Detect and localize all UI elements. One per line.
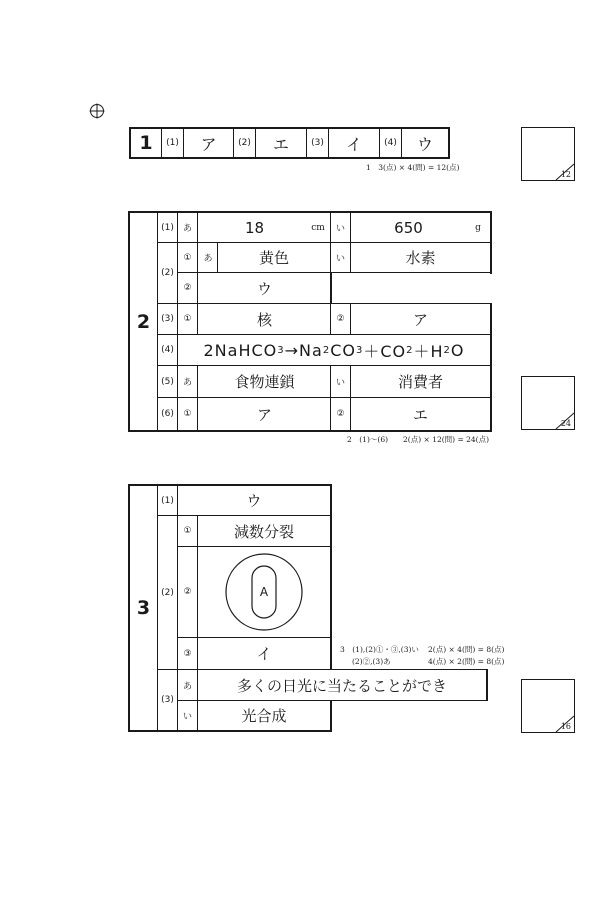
eq-lhs-sub: 3 xyxy=(277,344,285,356)
q1-answer-4: ウ xyxy=(416,134,433,154)
q2-2-c1-i-answer: 水素 xyxy=(405,249,436,267)
q3-2-c2: ② xyxy=(183,587,192,597)
q1-answer-1: ア xyxy=(184,129,234,157)
q3-total-points: 16 xyxy=(560,722,571,731)
q3-score-note-1a: 3 (1),(2)①・③,(3)い xyxy=(340,645,419,654)
q2-6-c1: ① xyxy=(178,398,198,430)
q2-score-note: 2 (1)〜(6) 2(点) × 12(問) = 24(点) xyxy=(347,435,490,444)
q2-5-a-mark: あ xyxy=(178,366,198,397)
q3-3-i-answer: 光合成 xyxy=(241,707,287,725)
q1-label-3: (3) xyxy=(307,129,329,157)
eq-na-sub: 2 xyxy=(322,344,331,356)
q3-3-i-mark: い xyxy=(182,712,192,722)
q2-5-i-answer: 消費者 xyxy=(397,373,443,391)
q3-2-c1-answer: 減数分裂 xyxy=(233,522,294,541)
q3-score-box xyxy=(521,679,575,733)
q3-3-a-answer: 多くの日光に当たることができ xyxy=(236,676,447,695)
q2-2-c1-a-mark: あ xyxy=(199,243,218,272)
q3-score-note-2b: 4(点) × 2(問) = 8(点) xyxy=(428,657,505,666)
q2-1-a-unit: cm xyxy=(311,222,325,233)
cell-diagram xyxy=(198,547,330,637)
q2-5-i-mark: い xyxy=(331,366,351,397)
q1-label-1: (1) xyxy=(162,129,184,157)
q3-2-c1: ① xyxy=(183,526,192,536)
q1-answer-2: エ xyxy=(256,129,307,157)
q1-score-box xyxy=(521,127,575,181)
q2-2-c1: ① xyxy=(178,243,198,272)
q2-3-c1-answer: 核 xyxy=(256,310,272,329)
q1-number: 1 xyxy=(131,129,162,157)
q1-label-2: (2) xyxy=(234,129,256,157)
q2-1-a-mark: あ xyxy=(178,213,198,242)
diagram-label-a: A xyxy=(259,585,269,599)
eq-plus-co2: ＋CO xyxy=(363,341,407,361)
q2-label-6: (6) xyxy=(161,409,174,419)
q2-label-4: (4) xyxy=(161,345,174,355)
eq-lhs: 2NaHCO xyxy=(203,340,278,360)
q3-3-a-mark: あ xyxy=(182,681,192,692)
eq-plus-h: ＋H xyxy=(413,341,444,361)
q1-score-note: 1 3(点) × 4(問) = 12(点) xyxy=(366,163,460,172)
q2-label-5: (5) xyxy=(161,376,174,387)
q3-label-2: (2) xyxy=(161,587,174,598)
q2-1-i-unit: g xyxy=(475,222,481,233)
q2-label-2: (2) xyxy=(161,268,174,278)
q3-answer-table xyxy=(128,484,488,732)
q2-1-i-value: 650 xyxy=(394,218,423,237)
q2-3-c2-answer: ア xyxy=(412,310,428,329)
q3-2-c3: ③ xyxy=(183,648,192,659)
q2-answer-table xyxy=(128,211,492,432)
q3-1-answer: ウ xyxy=(246,492,262,510)
q1-total-points: 12 xyxy=(560,170,571,179)
q3-2-c3-answer: イ xyxy=(256,645,272,663)
chemical-equation xyxy=(178,335,490,365)
q2-number: 2 xyxy=(136,310,151,333)
q2-1-a-value: 18 xyxy=(244,218,265,237)
q1-answer-row xyxy=(129,127,450,159)
q2-2-c2: ② xyxy=(178,273,198,303)
eq-arrow: →Na xyxy=(284,340,323,360)
q2-2-c1-a-answer: 黄色 xyxy=(258,249,289,267)
eq-co: CO xyxy=(330,340,356,360)
q2-2-c2-answer: ウ xyxy=(256,279,272,298)
eq-co2-sub: 2 xyxy=(406,344,414,356)
eq-o: O xyxy=(450,340,465,360)
q2-label-3: (3) xyxy=(161,314,174,324)
q3-score-note-1b: 2(点) × 4(問) = 8(点) xyxy=(428,645,505,654)
eq-co-sub: 3 xyxy=(355,344,364,356)
eq-h-sub: 2 xyxy=(443,344,451,356)
q2-label-1: (1) xyxy=(161,222,174,233)
q3-label-3: (3) xyxy=(161,695,174,705)
q2-3-c1: ① xyxy=(178,304,198,334)
q2-6-c1-answer: ア xyxy=(256,405,272,424)
q2-1-i-mark: い xyxy=(331,213,351,242)
q2-score-box xyxy=(521,376,575,430)
q2-5-a-answer: 食物連鎖 xyxy=(234,373,295,391)
q1-answer-3: イ xyxy=(329,129,380,157)
q3-label-1: (1) xyxy=(161,495,174,506)
q2-6-c2: ② xyxy=(331,398,351,430)
registration-mark-icon xyxy=(89,103,105,119)
q2-3-c2: ② xyxy=(331,304,351,334)
q3-score-note-2a: (2)②,(3)あ xyxy=(352,657,391,666)
q3-number: 3 xyxy=(136,597,151,619)
q2-6-c2-answer: エ xyxy=(412,405,428,424)
q2-2-c1-i-mark: い xyxy=(331,243,351,272)
q2-total-points: 24 xyxy=(560,419,571,428)
q1-label-4: (4) xyxy=(380,129,402,157)
